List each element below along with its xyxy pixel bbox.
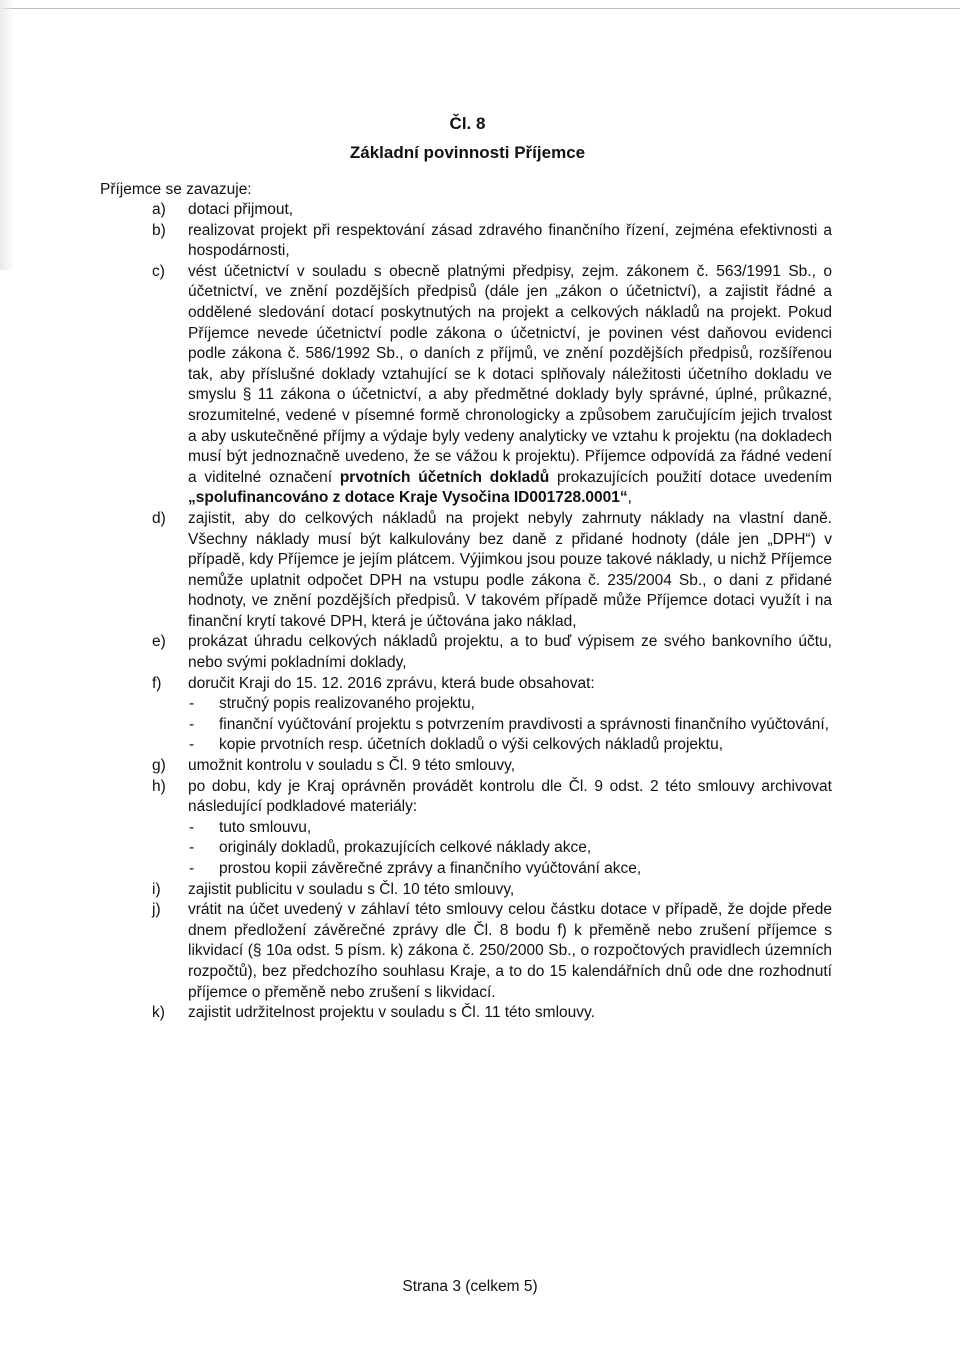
list-item-c [100, 262, 832, 509]
item-letter: f) [152, 674, 162, 692]
item-letter: i) [152, 880, 161, 898]
item-c-text: vést účetnictví v souladu s obecně platnými předpisy, zejm. zákonem č. 563/1991 Sb., o účetnictví, ve znění pozdějších předpisů (dále jen „zákon o účetnictví), a zajistit řádné a oddělené sledování dotací poskytnutých na projekt a celkových nákladů na projekt. Pokud Příjemce nevede účetnictví podle zákona o účetnictví, je povinen vést daňovou evidenci podle zákona č. 586/1992 Sb., o daních z příjmů, ve znění pozdějších předpisů, rozšířenou tak, aby příslušné doklady vztahující se k dotaci splňovaly náležitosti účetního dokladu ve smyslu § 11 zákona o účetnictví, a aby předmětné doklady byly správné, úplné, průkazné, srozumitelné, vedené v písemné formě chronologicky a způsobem zaručujícím jejich trvalost a aby uskutečněné příjmy a výdaje byly vedeny analyticky ve vztahu k projektu (na dokladech musí být jednoznačně uvedeno, že se vážou k projektu). Příjemce odpovídá za řádné vedení a viditelné označení [188, 262, 832, 486]
list-item-a [100, 200, 832, 221]
sub-item [188, 715, 832, 736]
item-letter: e) [152, 633, 166, 651]
item-text: dotaci přijmout, [188, 201, 294, 218]
sub-list [188, 818, 832, 880]
item-text: doručit Kraji do 15. 12. 2016 zprávu, která bude obsahovat: [188, 674, 595, 692]
list-item-b [100, 221, 832, 262]
list-item-j [100, 900, 832, 1003]
article-title: Základní povinnosti Příjemce [349, 143, 586, 162]
list-item-i [100, 880, 832, 901]
dash-bullet: - [189, 839, 195, 857]
item-letter: g) [152, 757, 166, 775]
item-text: zajistit, aby do celkových nákladů na projekt nebyly zahrnuty náklady na vlastní daně. Všechny náklady musí být kalkulovány bez daně z přidané hodnoty (dále jen „DPH“) v případě, kdy Příjemce je jejím plátcem. Výjimkou jsou pouze takové náklady, u nichž Příjemce nemůže uplatnit odpočet DPH na vstupu podle zákona č. 235/2004 Sb., o dani z přidané hodnoty, ve znění pozdějších předpisů. V takovém případě může Příjemce dotaci využít i na finanční krytí takové DPH, která je účtována jako náklad, [188, 509, 832, 630]
item-text: zajistit publicitu v souladu s Čl. 10 této smlouvy, [188, 880, 515, 898]
sub-list [188, 694, 832, 756]
sub-item [188, 694, 832, 715]
item-text: vrátit na účet uvedený v záhlaví této smlouvy celou částku dotace v případě, že dojde přede dnem předložení závěrečné zprávy dle Čl. 8 bodu f) k přeměně nebo zrušení příjemce s likvidací (§ 10a odst. 5 písm. k) zákona č. 250/2000 Sb., o rozpočtových pravidlech územních rozpočtů), bez předchozího souhlasu Kraje, a to do 15 kalendářních dnů ode dne rozhodnutí příjemce o přeměně nebo zrušení s likvidací. [188, 901, 832, 1001]
item-c-bold-cofinancing: „spolufinancováno z dotace Kraje Vysočina ID001728.0001“ [188, 489, 628, 507]
sub-item-text: prostou kopii závěrečné zprávy a finančního vyúčtování akce, [219, 860, 642, 877]
item-text: po dobu, kdy je Kraj oprávněn provádět kontrolu dle Čl. 9 odst. 2 této smlouvy archivovat následující podkladové materiály: [188, 777, 832, 816]
sub-item [188, 735, 832, 756]
list-item-g [100, 756, 832, 777]
item-text: zajistit udržitelnost projektu v souladu s Čl. 11 této smlouvy. [188, 1004, 595, 1022]
sub-item-text: finanční vyúčtování projektu s potvrzením pravdivosti a správnosti finančního vyúčtování, [219, 715, 829, 733]
dash-bullet: - [189, 715, 195, 733]
dash-bullet: - [189, 860, 195, 877]
sub-item [188, 838, 832, 859]
sub-item-text: stručný popis realizovaného projektu, [219, 695, 475, 713]
sub-item-text: originály dokladů, prokazujících celkové náklady akce, [219, 839, 592, 857]
sub-item [188, 859, 832, 880]
item-text: realizovat projekt při respektování zásad zdravého finančního řízení, zejména efektivnosti a hospodárnosti, [188, 221, 832, 260]
list-item-f [100, 674, 832, 756]
item-letter: k) [152, 1004, 165, 1022]
dash-bullet: - [189, 695, 195, 713]
item-text [188, 262, 832, 509]
list-item-e [100, 632, 832, 673]
sub-item-text: tuto smlouvu, [219, 818, 312, 836]
item-text: prokázat úhradu celkových nákladů projektu, a to buď výpisem ze svého bankovního účtu, nebo svými pokladními doklady, [188, 633, 832, 672]
dash-bullet: - [189, 736, 195, 754]
obligations-list [100, 200, 832, 1024]
item-c-text-2: prokazujících použití dotace uvedením [557, 468, 832, 486]
dash-bullet: - [189, 818, 195, 836]
sub-item-text: kopie prvotních resp. účetních dokladů o výši celkových nákladů projektu, [219, 736, 724, 754]
item-letter: c) [152, 262, 165, 280]
sub-item [188, 818, 832, 839]
item-c-text-3: , [627, 489, 632, 507]
item-letter: b) [152, 221, 166, 239]
article-number: Čl. 8 [449, 114, 486, 133]
item-letter: j) [152, 901, 161, 919]
item-letter: d) [152, 509, 166, 527]
list-item-h [100, 777, 832, 880]
list-item-k [100, 1003, 832, 1024]
intro-text: Příjemce se zavazuje: [100, 181, 252, 198]
item-letter: a) [152, 201, 166, 218]
item-letter: h) [152, 777, 166, 795]
item-text: umožnit kontrolu v souladu s Čl. 9 této smlouvy, [188, 757, 516, 775]
page-footer: Strana 3 (celkem 5) [402, 1278, 538, 1295]
list-item-d [100, 509, 832, 633]
item-c-bold-documents: prvotních účetních dokladů [339, 468, 550, 486]
